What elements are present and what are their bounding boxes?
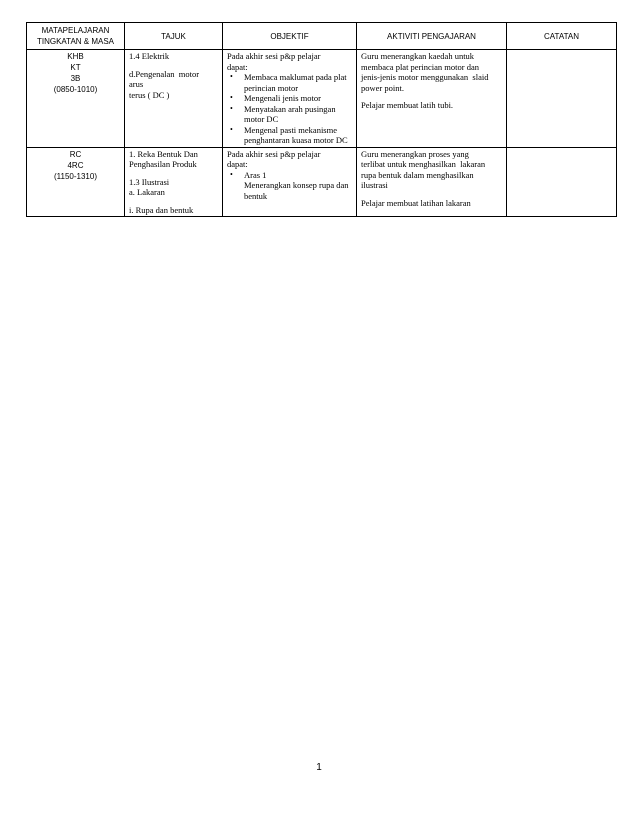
activity-line: Pelajar membuat latih tubi. [361,100,454,110]
objective-intro-line: Pada akhir sesi p&p pelajar [227,51,321,61]
topic-line: Penghasilan Produk [129,159,197,169]
header-objective: OBJEKTIF [223,23,357,50]
activity-line: membaca plat perincian motor dan [361,61,480,72]
topic-spacer [129,62,218,69]
subject-line: RC [69,149,82,159]
topic-line: arus [129,79,144,89]
objective-item: • Mengenal pasti mekanisme penghantaran kuasa motor DC [227,125,352,146]
activity-line: Guru menerangkan proses yang [361,148,469,159]
subject-line: KT [70,63,81,72]
activity-line: power point. [361,82,404,93]
topic-line: d.Pengenalan motor [129,68,200,79]
topic-cell [125,147,223,217]
topic-cell [125,50,223,148]
objective-list [227,72,352,146]
subject-cell [27,50,125,148]
topic-line: 1. Reka Bentuk Dan [129,148,198,159]
topic-line: a. Lakaran [129,187,165,197]
objective-cell [223,147,357,217]
objective-intro-line: dapat: [227,61,248,72]
remarks-cell [507,50,617,148]
header-remarks: CATATAN [507,23,617,50]
table-row [27,147,617,217]
topic-line: 1.4 Elektrik [129,51,170,61]
objective-item: • Membaca maklumat pada plat perincian motor [227,72,352,93]
activity-line: Guru menerangkan kaedah untuk [361,51,475,61]
topic-spacer [129,198,218,205]
table-row [27,50,617,148]
objective-intro-line: Pada akhir sesi p&p pelajar [227,148,321,159]
header-topic: TAJUK [125,23,223,50]
remarks-cell [507,147,617,217]
subject-cell [27,147,125,217]
topic-line: 1.3 Ilustrasi [129,176,170,187]
topic-spacer [129,170,218,177]
activity-spacer [361,93,502,100]
subject-line: KHB [67,52,84,61]
activity-cell [357,147,507,217]
page-number: 1 [316,762,322,773]
activity-line: terlibat untuk menghasilkan lakaran [361,159,486,169]
header-row [27,23,617,50]
objective-item: • Menyatakan arah pusingan motor DC [227,104,352,125]
topic-line: terus ( DC ) [129,89,170,100]
lesson-plan-table [26,22,617,217]
subject-line: 3B [70,74,81,83]
header-subject-line: MATAPELAJARAN [41,26,110,35]
topic-line: i. Rupa dan bentuk [129,204,194,215]
objective-list [227,170,352,202]
objective-intro-line: dapat: [227,159,248,169]
objective-cell [223,50,357,148]
subject-line: 4RC [67,160,84,170]
activity-line: rupa bentuk dalam menghasilkan [361,169,474,180]
activity-line: jenis-jenis motor menggunakan slaid [361,72,489,82]
objective-item: • Mengenali jenis motor [227,93,352,104]
header-level-time-line: TINGKATAN & MASA [36,37,115,46]
subject-line: (0850-1010) [53,85,98,94]
activity-cell [357,50,507,148]
activity-spacer [361,191,502,198]
activity-line: ilustrasi [361,180,388,190]
activity-line: Pelajar membuat latihan lakaran [361,197,471,208]
header-subject-level-time [27,23,125,50]
subject-line: (1150-1310) [54,171,97,181]
objective-item: • Aras 1 Menerangkan konsep rupa dan bentuk [227,170,352,202]
header-activity: AKTIVITI PENGAJARAN [357,23,507,50]
